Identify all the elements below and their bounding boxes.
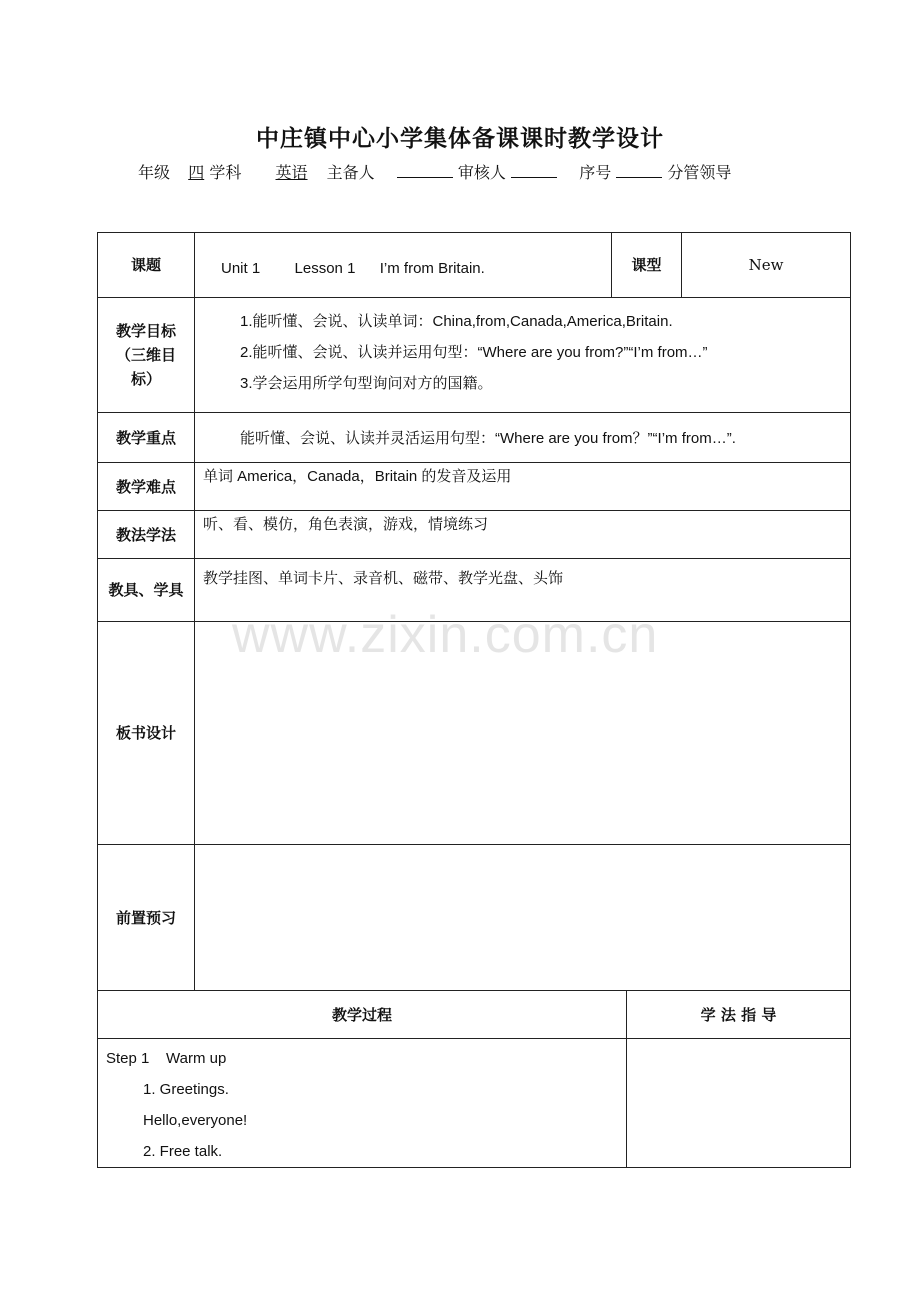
step-item: 2. Free talk. — [143, 1143, 223, 1160]
difficulty-label: 教学难点 — [98, 463, 195, 511]
goals-cell — [195, 298, 851, 413]
tools-label: 教具、学具 — [98, 559, 195, 622]
preview-label: 前置预习 — [98, 845, 195, 991]
topic-label: 课题 — [98, 233, 195, 298]
topic-unit: Unit 1 — [221, 259, 261, 277]
key-label: 教学重点 — [98, 413, 195, 463]
goal-item: 2.能听懂、会说、认读并运用句型：“Where are you from?”“I’m from…” — [240, 344, 708, 361]
subject-label: 学科 — [209, 163, 242, 182]
document-title: 中庄镇中心小学集体备课课时教学设计 — [256, 126, 664, 152]
goals-row — [98, 298, 851, 413]
number-blank — [616, 163, 662, 178]
preparer-blank — [397, 163, 453, 178]
step-heading: Step 1 Warm up — [106, 1050, 227, 1067]
tools-row — [98, 559, 851, 622]
method-value: 听、看、模仿，角色表演，游戏，情境练习 — [195, 511, 851, 559]
process-body-row — [98, 1039, 851, 1168]
type-value: New — [682, 233, 851, 298]
subject-value: 英语 — [275, 163, 308, 182]
tools-value: 教学挂图、单词卡片、录音机、磁带、教学光盘、头饰 — [195, 559, 851, 622]
step-item: 1. Greetings. — [143, 1081, 229, 1098]
process-table — [97, 990, 851, 1168]
guidance-cell — [627, 1039, 851, 1168]
topic-cell — [195, 233, 612, 298]
difficulty-value: 单词 America，Canada，Britain 的发音及运用 — [195, 463, 851, 511]
process-header-left: 教学过程 — [98, 991, 627, 1039]
step-item-text: Hello,everyone! — [143, 1112, 248, 1129]
preparer-label: 主备人 — [326, 163, 375, 182]
reviewer-blank — [511, 163, 557, 178]
leader-label: 分管领导 — [667, 163, 732, 182]
board-label: 板书设计 — [98, 622, 195, 845]
process-body — [98, 1039, 627, 1168]
preview-row — [98, 845, 851, 991]
key-row — [98, 413, 851, 463]
topic-row — [98, 233, 851, 298]
grade-value: 四 — [188, 163, 205, 182]
topic-name: I’m from Britain. — [379, 259, 485, 277]
key-value: 能听懂、会说、认读并灵活运用句型：“Where are you from？”“I’m from…”. — [195, 413, 851, 463]
reviewer-label: 审核人 — [457, 163, 506, 182]
goal-item: 3.学会运用所学句型询问对方的国籍。 — [240, 375, 493, 392]
difficulty-row — [98, 463, 851, 511]
lesson-plan-table — [97, 232, 851, 991]
method-row — [98, 511, 851, 559]
process-header-row — [98, 991, 851, 1039]
number-label: 序号 — [579, 163, 612, 182]
board-cell — [195, 622, 851, 845]
preview-cell — [195, 845, 851, 991]
grade-label: 年级 — [138, 163, 171, 182]
type-label: 课型 — [612, 233, 682, 298]
board-row — [98, 622, 851, 845]
process-header-right: 学 法 指 导 — [627, 991, 851, 1039]
goal-item: 1.能听懂、会说、认读单词：China,from,Canada,America,Britain. — [240, 313, 673, 330]
document-meta — [138, 160, 731, 183]
method-label: 教法学法 — [98, 511, 195, 559]
topic-lesson: Lesson 1 — [294, 259, 356, 277]
watermark: www.zixin.com.cn — [232, 606, 659, 664]
goals-label: 教学目标（三维目标） — [98, 298, 195, 413]
